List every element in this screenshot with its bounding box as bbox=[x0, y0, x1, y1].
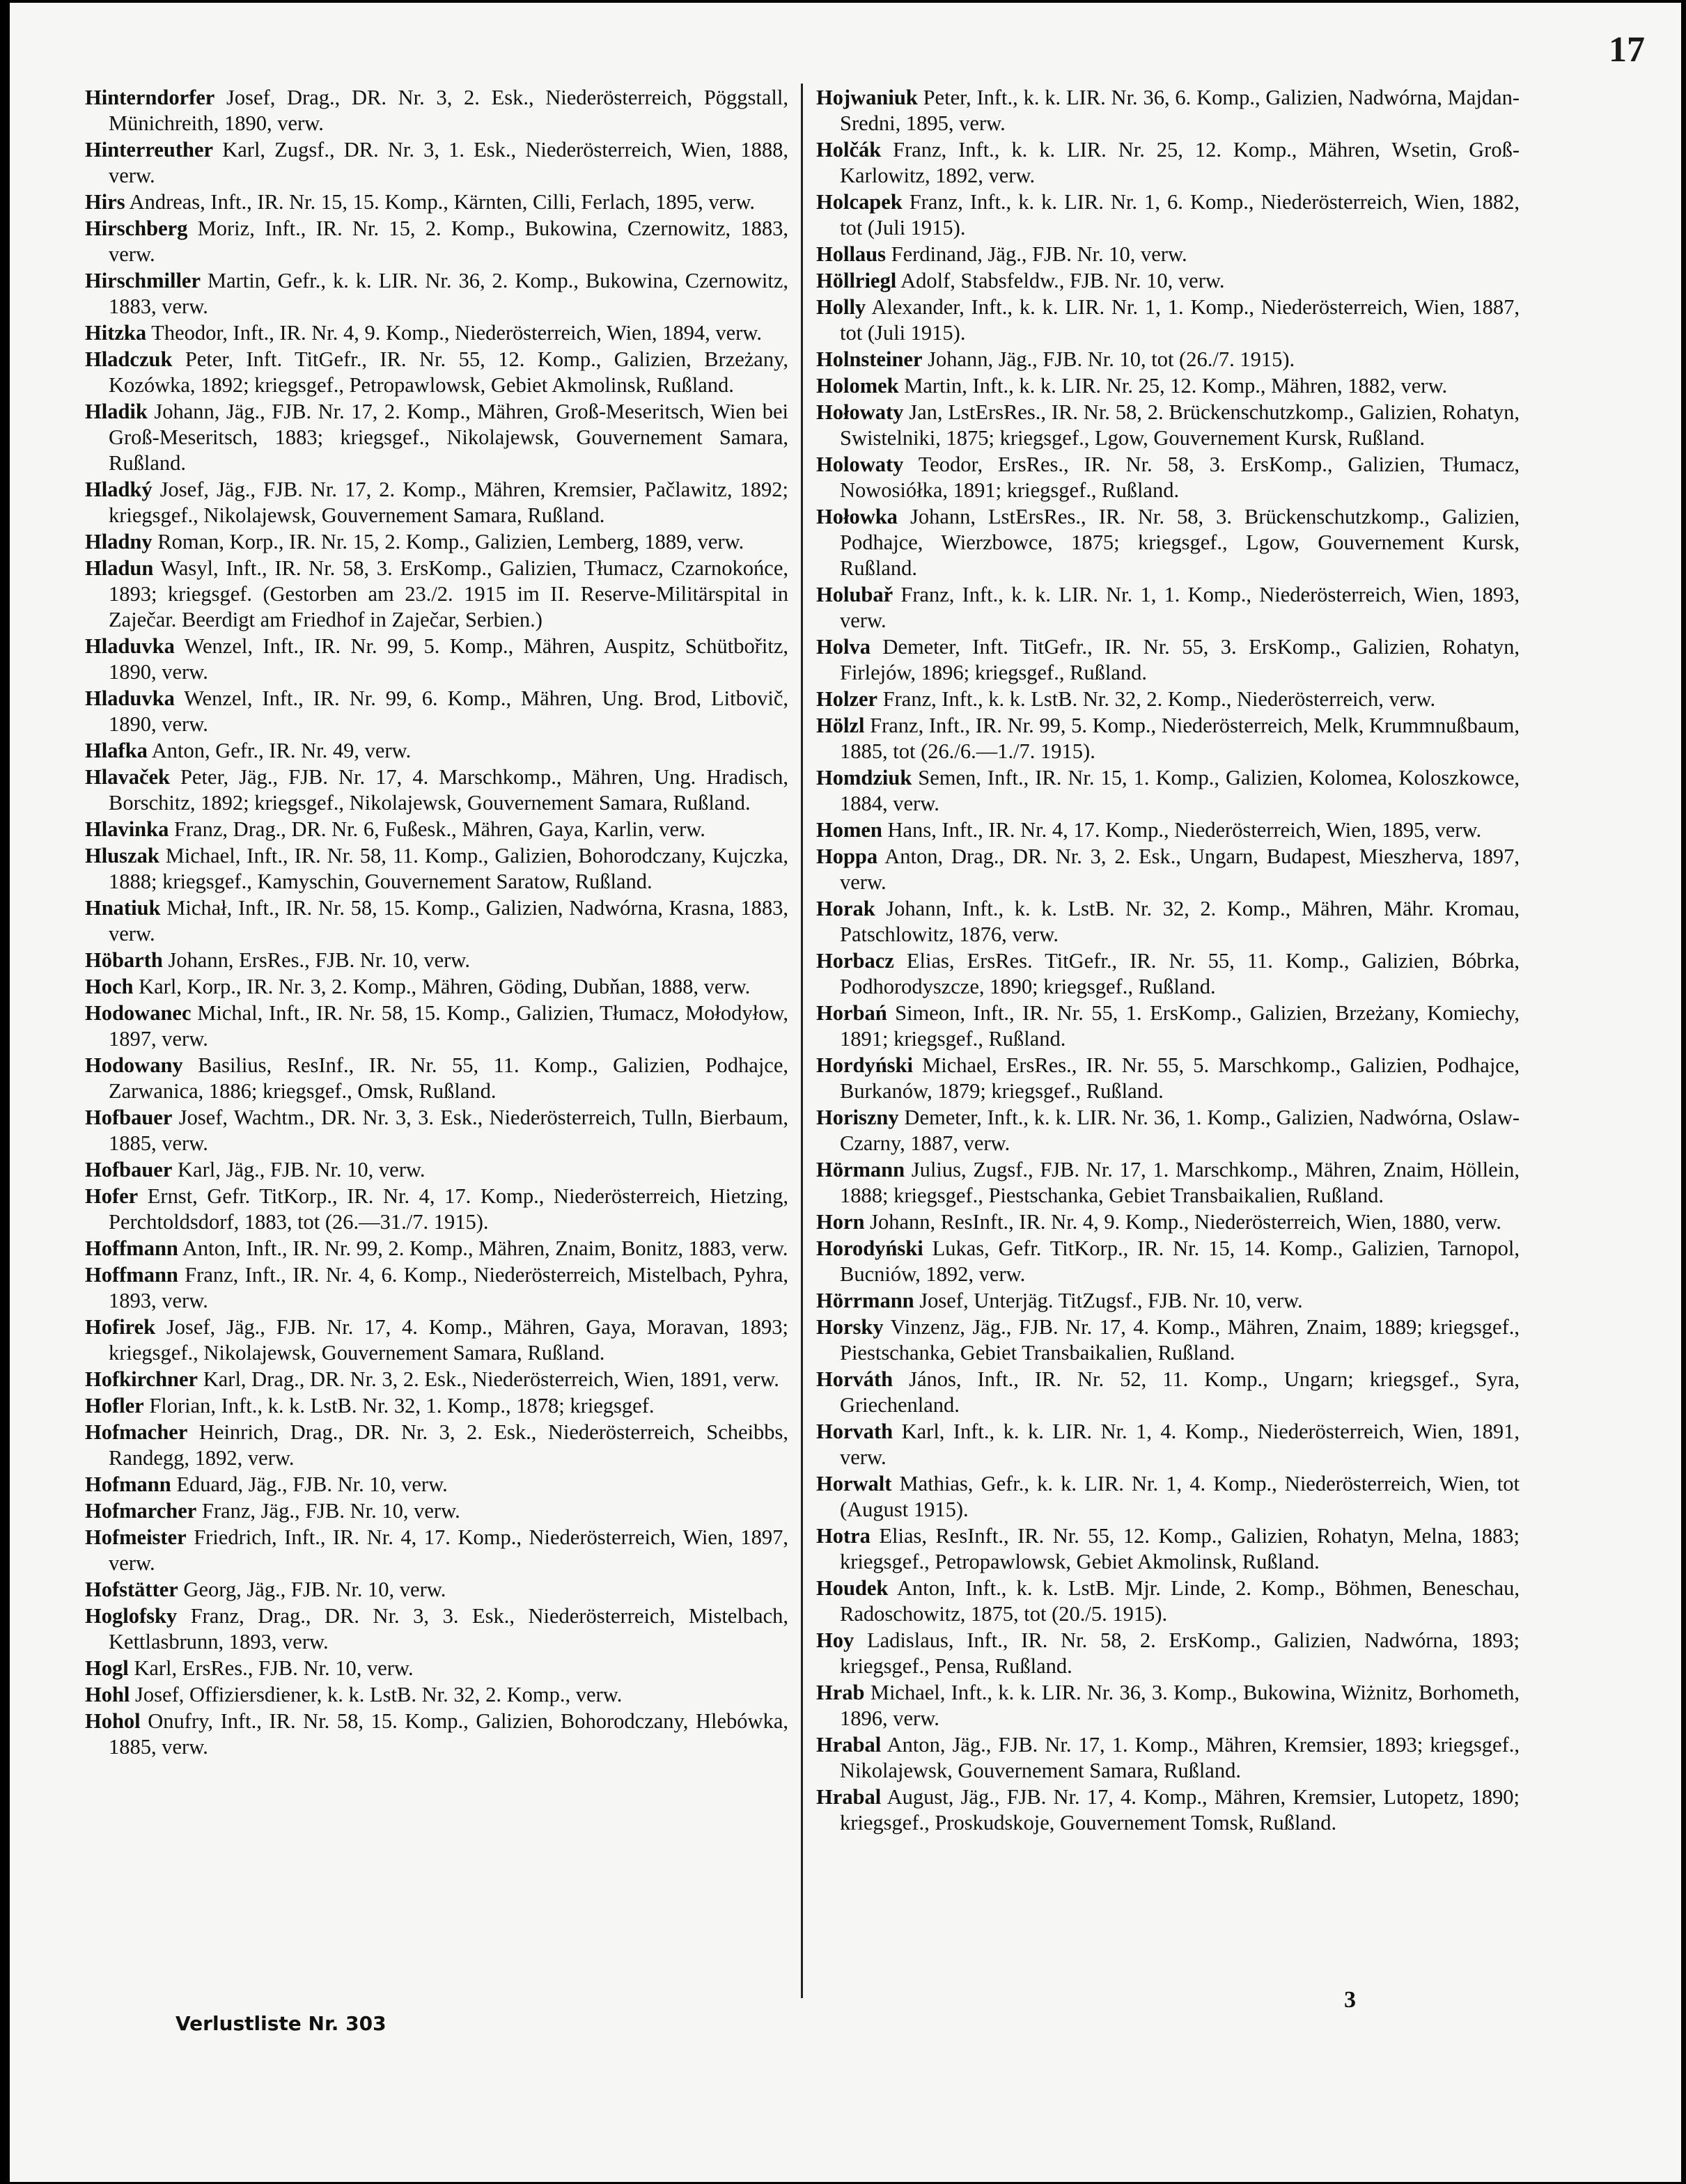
casualty-entry bbox=[816, 294, 1520, 346]
casualty-entry bbox=[85, 189, 788, 215]
casualty-entry bbox=[816, 268, 1520, 294]
casualty-entry bbox=[816, 1784, 1520, 1836]
entry-details: Elias, ResInft., IR. Nr. 55, 12. Komp., Galizien, Rohatyn, Melna, 1883; kriegsgef., Petropawlowsk, Gebiet Akmolinsk, Rußland. bbox=[840, 1524, 1520, 1573]
entry-details: Lukas, Gefr. TitKorp., IR. Nr. 15, 14. Komp., Galizien, Tarnopol, Bucniów, 1892, verw. bbox=[840, 1236, 1520, 1286]
casualty-entry bbox=[816, 1576, 1520, 1627]
entry-surname: Hrabal bbox=[816, 1733, 882, 1757]
casualty-entry bbox=[816, 137, 1520, 189]
entry-surname: Hlavinka bbox=[85, 817, 169, 841]
entry-details: Josef, Offiziersdiener, k. k. LstB. Nr. 32, 2. Komp., verw. bbox=[130, 1683, 623, 1706]
casualty-entry bbox=[816, 1288, 1520, 1314]
entry-surname: Hölzl bbox=[816, 714, 865, 737]
casualty-entry bbox=[816, 504, 1520, 581]
casualty-entry bbox=[816, 1367, 1520, 1418]
entry-surname: Hofmarcher bbox=[85, 1499, 197, 1523]
entry-surname: Hogl bbox=[85, 1656, 129, 1680]
entry-details: Franz, Jäg., FJB. Nr. 10, verw. bbox=[196, 1499, 460, 1523]
entry-details: Martin, Inft., k. k. LIR. Nr. 25, 12. Komp., Mähren, 1882, verw. bbox=[898, 374, 1448, 398]
entry-surname: Horvath bbox=[816, 1420, 893, 1443]
casualty-entry bbox=[85, 1472, 788, 1498]
entry-surname: Hohl bbox=[85, 1683, 130, 1706]
entry-details: Wenzel, Inft., IR. Nr. 99, 5. Komp., Mähren, Auspitz, Schütbořitz, 1890, verw. bbox=[109, 634, 788, 684]
entry-details: Franz, Drag., DR. Nr. 3, 3. Esk., Niederösterreich, Mistelbach, Kettlasbrunn, 1893, verw. bbox=[109, 1604, 788, 1653]
casualty-entry bbox=[85, 1656, 788, 1681]
entry-surname: Holly bbox=[816, 295, 866, 319]
entry-surname: Hojwaniuk bbox=[816, 86, 918, 109]
casualty-entry bbox=[85, 1577, 788, 1603]
page-number: 17 bbox=[1609, 30, 1645, 70]
casualty-entry bbox=[816, 1236, 1520, 1287]
casualty-entry bbox=[85, 477, 788, 528]
entry-details: Peter, Jäg., FJB. Nr. 17, 4. Marschkomp., Mähren, Ung. Hradisch, Borschitz, 1892; kriegsgef., Nikolajewsk, Gouvernement Samara, Rußland. bbox=[109, 765, 788, 815]
entry-surname: Hordyński bbox=[816, 1053, 913, 1077]
casualty-entry bbox=[816, 765, 1520, 817]
entry-surname: Hladczuk bbox=[85, 347, 173, 371]
casualty-entry bbox=[816, 1471, 1520, 1523]
casualty-entry bbox=[85, 634, 788, 685]
casualty-entry bbox=[816, 817, 1520, 843]
entry-details: Josef, Jäg., FJB. Nr. 17, 2. Komp., Mähren, Kremsier, Pačlawitz, 1892; kriegsgef., Nikolajewsk, Gouvernement Samara, Rußland. bbox=[109, 478, 788, 527]
entry-surname: Hörrmann bbox=[816, 1289, 914, 1312]
entry-surname: Hofmeister bbox=[85, 1525, 187, 1549]
casualty-entry bbox=[85, 895, 788, 947]
entry-details: Julius, Zugsf., FJB. Nr. 17, 1. Marschkomp., Mähren, Znaim, Höllein, 1888; kriegsgef., Piestschanka, Gebiet Transbaikalien, Rußland. bbox=[840, 1158, 1520, 1207]
entry-surname: Horsky bbox=[816, 1315, 884, 1339]
entry-details: Josef, Jäg., FJB. Nr. 17, 4. Komp., Mähren, Gaya, Moravan, 1893; kriegsgef., Nikolajewsk, Gouvernement Samara, Rußland. bbox=[109, 1315, 788, 1365]
entry-surname: Hladun bbox=[85, 556, 154, 580]
entry-details: Wasyl, Inft., IR. Nr. 58, 3. ErsKomp., Galizien, Tłumacz, Czarnokońce, 1893; kriegsgef. (Gestorben am 23./2. 1915 im II. Reserve-Militärspital in Zaječar. Beerdigt am Friedhof in Zaječar, Serbien.) bbox=[109, 556, 788, 631]
entry-surname: Höllriegl bbox=[816, 269, 897, 292]
entry-details: Franz, Inft., k. k. LstB. Nr. 32, 2. Komp., Niederösterreich, verw. bbox=[877, 687, 1436, 711]
entry-surname: Hirschmiller bbox=[85, 269, 201, 292]
casualty-entry bbox=[816, 634, 1520, 686]
entry-surname: Horbacz bbox=[816, 949, 894, 973]
entry-details: Michael, ErsRes., IR. Nr. 55, 5. Marschkomp., Galizien, Podhajce, Burkanów, 1879; kriegsgef., Rußland. bbox=[840, 1053, 1520, 1103]
casualty-entry bbox=[816, 373, 1520, 399]
entry-details: Michał, Inft., IR. Nr. 58, 15. Komp., Galizien, Nadwórna, Krasna, 1883, verw. bbox=[109, 896, 788, 945]
entry-details: Franz, Inft., IR. Nr. 4, 6. Komp., Niederösterreich, Mistelbach, Pyhra, 1893, verw. bbox=[109, 1263, 788, 1312]
entry-details: Semen, Inft., IR. Nr. 15, 1. Komp., Galizien, Kolomea, Koloszkowce, 1884, verw. bbox=[840, 766, 1520, 815]
casualty-entry bbox=[85, 399, 788, 476]
casualty-entry bbox=[816, 1105, 1520, 1156]
entry-details: Martin, Gefr., k. k. LIR. Nr. 36, 2. Komp., Bukowina, Czernowitz, 1883, verw. bbox=[109, 269, 788, 318]
entry-details: Johann, ErsRes., FJB. Nr. 10, verw. bbox=[162, 948, 470, 972]
entry-details: Franz, Inft., k. k. LIR. Nr. 1, 1. Komp., Niederösterreich, Wien, 1893, verw. bbox=[840, 583, 1520, 632]
entry-surname: Homen bbox=[816, 818, 882, 842]
casualty-entry bbox=[85, 1393, 788, 1419]
right-column bbox=[816, 85, 1520, 1837]
entry-details: Anton, Inft., IR. Nr. 99, 2. Komp., Mähren, Znaim, Bonitz, 1883, verw. bbox=[178, 1236, 788, 1260]
casualty-entry bbox=[816, 948, 1520, 1000]
entry-details: Basilius, ResInf., IR. Nr. 55, 11. Komp., Galizien, Podhajce, Zarwanica, 1886; kriegsgef., Omsk, Rußland. bbox=[109, 1053, 788, 1103]
casualty-entry bbox=[85, 1236, 788, 1262]
document-page bbox=[10, 3, 1681, 2182]
casualty-entry bbox=[816, 844, 1520, 895]
entry-surname: Holubař bbox=[816, 583, 893, 606]
entry-surname: Hlavaček bbox=[85, 765, 170, 789]
entry-details: Karl, Zugsf., DR. Nr. 3, 1. Esk., Niederösterreich, Wien, 1888, verw. bbox=[109, 138, 788, 187]
entry-surname: Hoy bbox=[816, 1628, 854, 1652]
entry-surname: Hofirek bbox=[85, 1315, 156, 1339]
entry-details: Franz, Inft., k. k. LIR. Nr. 1, 6. Komp., Niederösterreich, Wien, 1882, tot (Juli 1915). bbox=[840, 190, 1520, 239]
entry-details: Karl, Jäg., FJB. Nr. 10, verw. bbox=[172, 1158, 426, 1181]
entry-details: Josef, Drag., DR. Nr. 3, 2. Esk., Niederösterreich, Pöggstall, Münichreith, 1890, verw. bbox=[109, 86, 788, 135]
entry-details: János, Inft., IR. Nr. 52, 11. Komp., Ungarn; kriegsgef., Syra, Griechenland. bbox=[840, 1367, 1520, 1417]
casualty-entry bbox=[816, 347, 1520, 372]
casualty-entry bbox=[816, 1419, 1520, 1470]
casualty-entry bbox=[85, 948, 788, 973]
entry-details: August, Jäg., FJB. Nr. 17, 4. Komp., Mähren, Kremsier, Lutopetz, 1890; kriegsgef., Proskudskoje, Gouvernement Tomsk, Rußland. bbox=[840, 1785, 1520, 1835]
casualty-entry bbox=[85, 1105, 788, 1156]
casualty-entry bbox=[85, 268, 788, 320]
entry-surname: Hladik bbox=[85, 400, 148, 423]
entry-surname: Horak bbox=[816, 897, 875, 920]
entry-details: Ernst, Gefr. TitKorp., IR. Nr. 4, 17. Komp., Niederösterreich, Hietzing, Perchtoldsdorf, 1883, tot (26.—31./7. 1915). bbox=[109, 1184, 788, 1234]
entry-details: Mathias, Gefr., k. k. LIR. Nr. 1, 4. Komp., Niederösterreich, Wien, tot (August 1915). bbox=[840, 1472, 1520, 1521]
casualty-entry bbox=[85, 1603, 788, 1655]
entry-surname: Hirs bbox=[85, 190, 125, 214]
casualty-entry bbox=[816, 1209, 1520, 1235]
entry-surname: Hitzka bbox=[85, 321, 147, 345]
entry-surname: Hotra bbox=[816, 1524, 871, 1548]
casualty-entry bbox=[85, 843, 788, 895]
entry-details: Florian, Inft., k. k. LstB. Nr. 32, 1. Komp., 1878; kriegsgef. bbox=[143, 1394, 655, 1417]
entry-surname: Hirschberg bbox=[85, 217, 188, 240]
casualty-entry bbox=[816, 686, 1520, 712]
casualty-entry bbox=[816, 1680, 1520, 1731]
casualty-entry bbox=[816, 242, 1520, 267]
entry-surname: Hohol bbox=[85, 1709, 141, 1733]
entry-details: Peter, Inft. TitGefr., IR. Nr. 55, 12. Komp., Galizien, Brzeżany, Kozówka, 1892; kriegsgef., Petropawlowsk, Gebiet Akmolinsk, Rußland. bbox=[109, 347, 788, 397]
entry-details: Karl, Inft., k. k. LIR. Nr. 1, 4. Komp., Niederösterreich, Wien, 1891, verw. bbox=[840, 1420, 1520, 1469]
entry-details: Georg, Jäg., FJB. Nr. 10, verw. bbox=[178, 1578, 446, 1601]
entry-details: Hans, Inft., IR. Nr. 4, 17. Komp., Niederösterreich, Wien, 1895, verw. bbox=[882, 818, 1482, 842]
entry-details: Peter, Inft., k. k. LIR. Nr. 36, 6. Komp., Galizien, Nadwórna, Majdan-Sredni, 1895, verw. bbox=[840, 86, 1520, 135]
casualty-entry bbox=[85, 1367, 788, 1392]
column-divider bbox=[801, 84, 803, 1998]
scan-edge-shadow bbox=[0, 0, 10, 2184]
casualty-entry bbox=[85, 1420, 788, 1471]
entry-surname: Hoch bbox=[85, 975, 134, 998]
entry-surname: Holnsteiner bbox=[816, 347, 923, 371]
entry-details: Adolf, Stabsfeldw., FJB. Nr. 10, verw. bbox=[896, 269, 1225, 292]
footer-sheet-number: 3 bbox=[1344, 1987, 1356, 2013]
entry-surname: Hołowka bbox=[816, 505, 898, 528]
entry-surname: Hofmann bbox=[85, 1472, 171, 1496]
casualty-entry bbox=[85, 1314, 788, 1366]
entry-details: Andreas, Inft., IR. Nr. 15, 15. Komp., Kärnten, Cilli, Ferlach, 1895, verw. bbox=[125, 190, 756, 214]
entry-details: Johann, ResInft., IR. Nr. 4, 9. Komp., Niederösterreich, Wien, 1880, verw. bbox=[864, 1210, 1501, 1234]
entry-surname: Hladny bbox=[85, 530, 153, 553]
entry-details: Michal, Inft., IR. Nr. 58, 15. Komp., Galizien, Tłumacz, Mołodyłow, 1897, verw. bbox=[109, 1001, 788, 1051]
left-column bbox=[85, 85, 788, 1761]
casualty-entry bbox=[85, 764, 788, 816]
entry-surname: Hörmann bbox=[816, 1158, 905, 1181]
entry-details: Anton, Jäg., FJB. Nr. 17, 1. Komp., Mähren, Kremsier, 1893; kriegsgef., Nikolajewsk, Gouvernement Samara, Rußland. bbox=[840, 1733, 1520, 1782]
entry-details: Ladislaus, Inft., IR. Nr. 58, 2. ErsKomp., Galizien, Nadwórna, 1893; kriegsgef., Pensa, Rußland. bbox=[840, 1628, 1520, 1678]
entry-details: Roman, Korp., IR. Nr. 15, 2. Komp., Galizien, Lemberg, 1889, verw. bbox=[152, 530, 744, 553]
casualty-entry bbox=[85, 216, 788, 267]
entry-surname: Hofler bbox=[85, 1394, 144, 1417]
entry-surname: Hnatiuk bbox=[85, 896, 161, 920]
entry-details: Theodor, Inft., IR. Nr. 4, 9. Komp., Niederösterreich, Wien, 1894, verw. bbox=[146, 321, 762, 345]
entry-surname: Holowaty bbox=[816, 453, 904, 476]
casualty-entry bbox=[85, 686, 788, 737]
entry-surname: Horwalt bbox=[816, 1472, 892, 1495]
casualty-entry bbox=[85, 1157, 788, 1183]
entry-surname: Hinterreuther bbox=[85, 138, 214, 162]
footer-publication-label: Verlustliste Nr. 303 bbox=[175, 2012, 387, 2035]
entry-details: Anton, Gefr., IR. Nr. 49, verw. bbox=[147, 739, 412, 762]
casualty-entry bbox=[85, 85, 788, 136]
entry-surname: Hofstätter bbox=[85, 1578, 178, 1601]
entry-surname: Holva bbox=[816, 635, 871, 659]
casualty-entry bbox=[816, 1732, 1520, 1784]
casualty-entry bbox=[85, 1498, 788, 1524]
entry-surname: Hodowanec bbox=[85, 1001, 192, 1025]
casualty-entry bbox=[85, 817, 788, 842]
entry-surname: Hofer bbox=[85, 1184, 139, 1208]
entry-details: Demeter, Inft., k. k. LIR. Nr. 36, 1. Komp., Galizien, Nadwórna, Oslaw-Czarny, 1887, verw. bbox=[840, 1106, 1520, 1155]
entry-details: Teodor, ErsRes., IR. Nr. 58, 3. ErsKomp., Galizien, Tłumacz, Nowosiółka, 1891; kriegsgef., Rußland. bbox=[840, 453, 1520, 502]
entry-details: Jan, LstErsRes., IR. Nr. 58, 2. Brückenschutzkomp., Galizien, Rohatyn, Swistelniki, 1875; kriegsgef., Lgow, Gouvernement Kursk, Rußland. bbox=[840, 400, 1520, 450]
casualty-entry bbox=[85, 137, 788, 189]
entry-surname: Hlafka bbox=[85, 739, 148, 762]
casualty-entry bbox=[85, 347, 788, 398]
casualty-entry bbox=[816, 1053, 1520, 1104]
entry-surname: Horváth bbox=[816, 1367, 893, 1391]
entry-surname: Hofmacher bbox=[85, 1420, 188, 1444]
entry-surname: Höbarth bbox=[85, 948, 163, 972]
casualty-entry bbox=[816, 400, 1520, 451]
entry-details: Heinrich, Drag., DR. Nr. 3, 2. Esk., Niederösterreich, Scheibbs, Randegg, 1892, verw. bbox=[109, 1420, 788, 1470]
entry-surname: Hrab bbox=[816, 1681, 865, 1704]
entry-details: Moriz, Inft., IR. Nr. 15, 2. Komp., Bukowina, Czernowitz, 1883, verw. bbox=[109, 217, 788, 266]
entry-surname: Hladuvka bbox=[85, 634, 175, 658]
casualty-entry bbox=[816, 85, 1520, 136]
entry-details: Josef, Wachtm., DR. Nr. 3, 3. Esk., Niederösterreich, Tulln, Bierbaum, 1885, verw. bbox=[109, 1106, 788, 1155]
entry-surname: Hofbauer bbox=[85, 1106, 173, 1129]
entry-surname: Holzer bbox=[816, 687, 878, 711]
entry-details: Michael, Inft., IR. Nr. 58, 11. Komp., Galizien, Bohorodczany, Kujczka, 1888; kriegsgef., Kamyschin, Gouvernement Saratow, Rußland. bbox=[109, 844, 788, 893]
entry-details: Michael, Inft., k. k. LIR. Nr. 36, 3. Komp., Bukowina, Wiżnitz, Borhometh, 1896, verw. bbox=[840, 1681, 1520, 1730]
entry-surname: Horbań bbox=[816, 1001, 887, 1025]
entry-details: Simeon, Inft., IR. Nr. 55, 1. ErsKomp., Galizien, Brzeżany, Komiechy, 1891; kriegsgef., Rußland. bbox=[840, 1001, 1520, 1051]
entry-surname: Hladuvka bbox=[85, 686, 175, 710]
entry-details: Anton, Drag., DR. Nr. 3, 2. Esk., Ungarn, Budapest, Mieszherva, 1897, verw. bbox=[840, 844, 1520, 894]
entry-details: Karl, Drag., DR. Nr. 3, 2. Esk., Niederösterreich, Wien, 1891, verw. bbox=[198, 1367, 779, 1391]
entry-details: Franz, Inft., IR. Nr. 99, 5. Komp., Niederösterreich, Melk, Krummnußbaum, 1885, tot (26./6.—1./7. 1915). bbox=[840, 714, 1520, 763]
entry-surname: Hrabal bbox=[816, 1785, 882, 1809]
entry-surname: Holomek bbox=[816, 374, 899, 398]
casualty-entry bbox=[85, 1525, 788, 1576]
entry-surname: Holčák bbox=[816, 138, 882, 162]
entry-details: Eduard, Jäg., FJB. Nr. 10, verw. bbox=[171, 1472, 448, 1496]
casualty-entry bbox=[816, 1314, 1520, 1366]
entry-details: Karl, Korp., IR. Nr. 3, 2. Komp., Mähren, Göding, Dubňan, 1888, verw. bbox=[133, 975, 751, 998]
entry-surname: Hoglofsky bbox=[85, 1604, 178, 1628]
entry-surname: Hofbauer bbox=[85, 1158, 173, 1181]
entry-details: Johann, Inft., k. k. LstB. Nr. 32, 2. Komp., Mähren, Mähr. Kromau, Patschlowitz, 1876, verw. bbox=[840, 897, 1520, 946]
casualty-entry bbox=[816, 189, 1520, 241]
entry-details: Josef, Unterjäg. TitZugsf., FJB. Nr. 10, verw. bbox=[914, 1289, 1303, 1312]
entry-surname: Hollaus bbox=[816, 242, 887, 266]
entry-surname: Hołowaty bbox=[816, 400, 904, 424]
casualty-entry bbox=[85, 1184, 788, 1235]
casualty-entry bbox=[85, 556, 788, 633]
entry-surname: Holcapek bbox=[816, 190, 903, 214]
entry-details: Johann, LstErsRes., IR. Nr. 58, 3. Brückenschutzkomp., Galizien, Podhajce, Wierzbowce, 1875; kriegsgef., Lgow, Gouvernement Kursk, Rußland. bbox=[840, 505, 1520, 580]
entry-surname: Hluszak bbox=[85, 844, 159, 867]
entry-details: Demeter, Inft. TitGefr., IR. Nr. 55, 3. ErsKomp., Galizien, Rohatyn, Firlejów, 1896; kriegsgef., Rußland. bbox=[840, 635, 1520, 684]
casualty-entry bbox=[85, 320, 788, 346]
entry-details: Elias, ErsRes. TitGefr., IR. Nr. 55, 11. Komp., Galizien, Bóbrka, Podhorodyszcze, 1890; kriegsgef., Rußland. bbox=[840, 949, 1520, 998]
entry-surname: Homdziuk bbox=[816, 766, 912, 789]
entry-surname: Horodyński bbox=[816, 1236, 923, 1260]
casualty-entry bbox=[85, 1053, 788, 1104]
casualty-entry bbox=[85, 1682, 788, 1708]
entry-surname: Horiszny bbox=[816, 1106, 899, 1129]
entry-surname: Hoffmann bbox=[85, 1236, 178, 1260]
entry-surname: Hinterndorfer bbox=[85, 86, 215, 109]
casualty-entry bbox=[85, 1000, 788, 1052]
entry-surname: Hofkirchner bbox=[85, 1367, 198, 1391]
entry-details: Alexander, Inft., k. k. LIR. Nr. 1, 1. Komp., Niederösterreich, Wien, 1887, tot (Juli 1915). bbox=[840, 295, 1520, 345]
entry-details: Johann, Jäg., FJB. Nr. 10, tot (26./7. 1915). bbox=[922, 347, 1295, 371]
entry-details: Onufry, Inft., IR. Nr. 58, 15. Komp., Galizien, Bohorodczany, Hlebówka, 1885, verw. bbox=[109, 1709, 788, 1759]
casualty-entry bbox=[816, 1523, 1520, 1575]
entry-details: Franz, Drag., DR. Nr. 6, Fußesk., Mähren, Gaya, Karlin, verw. bbox=[169, 817, 705, 841]
entry-surname: Hodowany bbox=[85, 1053, 183, 1077]
casualty-entry bbox=[85, 1708, 788, 1760]
entry-surname: Hoppa bbox=[816, 844, 878, 868]
casualty-entry bbox=[816, 896, 1520, 948]
entry-details: Franz, Inft., k. k. LIR. Nr. 25, 12. Komp., Mähren, Wsetin, Groß-Karlowitz, 1892, verw. bbox=[840, 138, 1520, 187]
entry-surname: Hladký bbox=[85, 478, 153, 501]
entry-details: Johann, Jäg., FJB. Nr. 17, 2. Komp., Mähren, Groß-Meseritsch, Wien bei Groß-Meseritsch, 1883; kriegsgef., Nikolajewsk, Gouvernement Samara, Rußland. bbox=[109, 400, 788, 475]
casualty-entry bbox=[816, 1157, 1520, 1209]
casualty-entry bbox=[85, 529, 788, 555]
casualty-entry bbox=[816, 1000, 1520, 1052]
casualty-entry bbox=[816, 582, 1520, 634]
entry-details: Ferdinand, Jäg., FJB. Nr. 10, verw. bbox=[886, 242, 1187, 266]
entry-details: Anton, Inft., k. k. LstB. Mjr. Linde, 2. Komp., Böhmen, Beneschau, Radoschowitz, 1875, tot (20./5. 1915). bbox=[840, 1576, 1520, 1626]
entry-details: Friedrich, Inft., IR. Nr. 4, 17. Komp., Niederösterreich, Wien, 1897, verw. bbox=[109, 1525, 788, 1575]
casualty-entry bbox=[85, 974, 788, 1000]
entry-surname: Horn bbox=[816, 1210, 865, 1234]
entry-details: Vinzenz, Jäg., FJB. Nr. 17, 4. Komp., Mähren, Znaim, 1889; kriegsgef., Piestschanka, Gebiet Transbaikalien, Rußland. bbox=[840, 1315, 1520, 1365]
casualty-entry bbox=[816, 713, 1520, 764]
entry-details: Karl, ErsRes., FJB. Nr. 10, verw. bbox=[128, 1656, 414, 1680]
casualty-entry bbox=[816, 452, 1520, 503]
casualty-entry bbox=[816, 1628, 1520, 1679]
entry-surname: Hoffmann bbox=[85, 1263, 178, 1287]
entry-details: Wenzel, Inft., IR. Nr. 99, 6. Komp., Mähren, Ung. Brod, Litbovič, 1890, verw. bbox=[109, 686, 788, 736]
casualty-entry bbox=[85, 1262, 788, 1314]
casualty-entry bbox=[85, 738, 788, 764]
entry-surname: Houdek bbox=[816, 1576, 889, 1600]
